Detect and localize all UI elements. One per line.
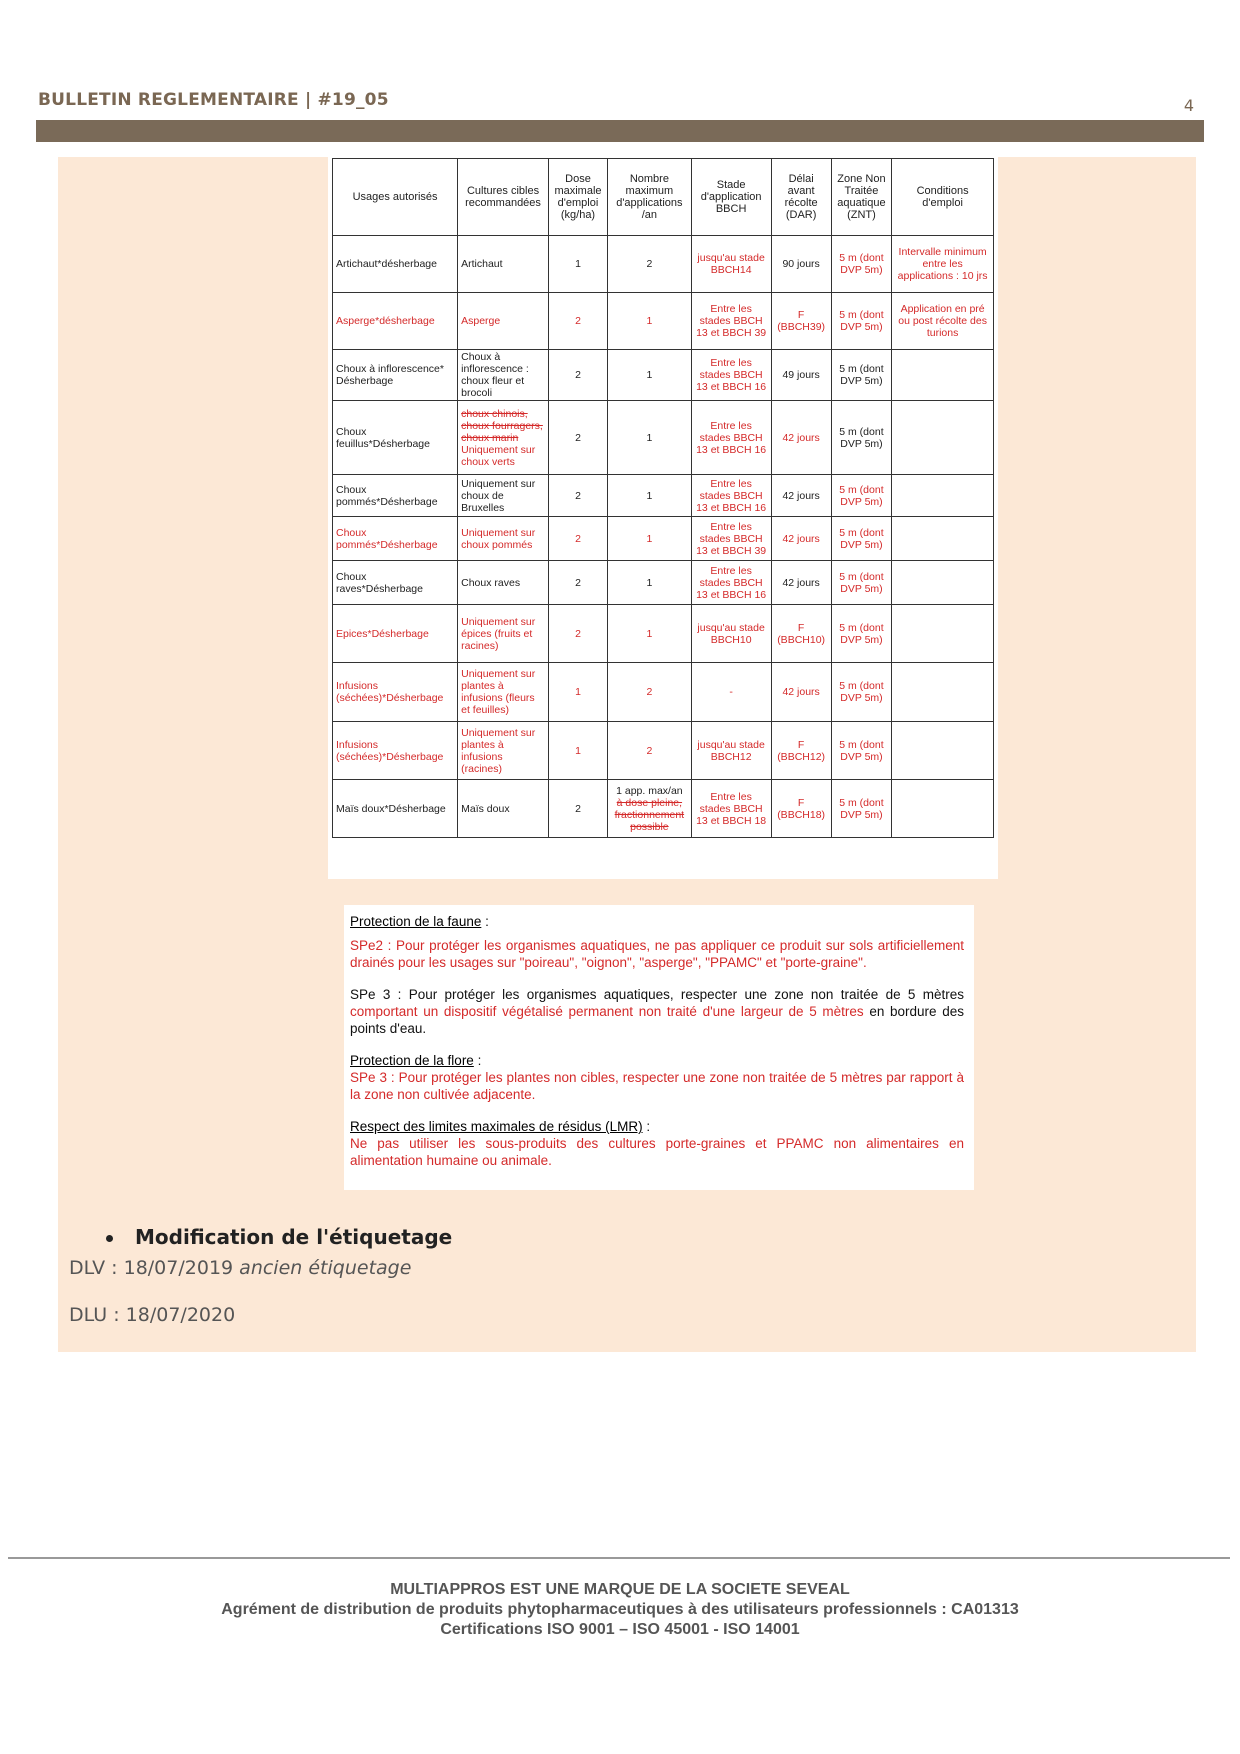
footer-line-1: MULTIAPPROS EST UNE MARQUE DE LA SOCIETE SEVEAL — [390, 1581, 850, 1598]
dlv-line — [69, 1257, 411, 1279]
cell-nombre: 1 — [608, 561, 692, 605]
cell-dar: 90 jours — [771, 236, 831, 293]
cell-znt: 5 m (dont DVP 5m) — [831, 475, 892, 517]
page-number: 4 — [1183, 96, 1194, 115]
cell-culture — [458, 401, 549, 475]
cell-dar: F (BBCH12) — [771, 722, 831, 780]
cell-conditions — [892, 722, 994, 780]
cell-culture: Choux raves — [458, 561, 549, 605]
cell-conditions — [892, 401, 994, 475]
cell-conditions — [892, 780, 994, 838]
cell-znt: 5 m (dont DVP 5m) — [831, 293, 892, 350]
cell-znt: 5 m (dont DVP 5m) — [831, 561, 892, 605]
cell-dar: 42 jours — [771, 475, 831, 517]
spe3-text-c: en bordure des points d'eau. — [350, 1004, 964, 1036]
table-row — [333, 517, 994, 561]
cell-dose: 2 — [548, 293, 607, 350]
col-header-conditions: Conditions d'emploi — [892, 159, 994, 236]
cell-dar: F (BBCH18) — [771, 780, 831, 838]
modification-heading — [106, 1225, 452, 1249]
bulletin-title: BULLETIN REGLEMENTAIRE | #19_05 — [38, 90, 389, 110]
col-header-cultures: Cultures cibles recommandées — [458, 159, 549, 236]
cell-stade: Entre les stades BBCH 13 et BBCH 16 — [691, 401, 771, 475]
cell-dar: F (BBCH10) — [771, 605, 831, 663]
cell-usage: Choux pommés*Désherbage — [333, 475, 458, 517]
spe3-text-a: SPe 3 : Pour protéger les organismes aquatiques, respecter une zone non traitée de 5 mètres — [350, 987, 964, 1002]
col-header-znt: Zone Non Traitée aquatique (ZNT) — [831, 159, 892, 236]
col-header-dose: Dose maximale d'emploi (kg/ha) — [548, 159, 607, 236]
cell-stade: jusqu'au stade BBCH14 — [691, 236, 771, 293]
cell-znt: 5 m (dont DVP 5m) — [831, 780, 892, 838]
cell-dose: 2 — [548, 401, 607, 475]
cell-conditions — [892, 561, 994, 605]
cell-usage: Choux à inflorescence* Désherbage — [333, 350, 458, 401]
cell-stade: jusqu'au stade BBCH12 — [691, 722, 771, 780]
cell-dar: 42 jours — [771, 663, 831, 722]
cell-znt: 5 m (dont DVP 5m) — [831, 663, 892, 722]
cell-dose: 2 — [548, 605, 607, 663]
cell-culture: Uniquement sur épices (fruits et racines) — [458, 605, 549, 663]
protection-box: Protection de la faune : SPe2 : Pour protéger les organismes aquatiques, ne pas appliquer ce produit sur sols artificiellement drainés pour les usages sur "poireau", "oignon", "asperge", "PPAMC" et "porte-graine". SPe 3 : Pour protéger les organismes aquatiques, respecter une zone non traitée de 5 mètres comportant un dispositif végétalisé permanent non traité d'une largeur de 5 mètres en bordure des points d'eau. Protection de la flore : SPe 3 : Pour protéger les plantes non cibles, respecter une zone non traitée de 5 mètres par rapport à la zone non cultivée adjacente. Respect des limites maximales de résidus (LMR) : Ne pas utiliser les sous-produits des cultures porte-graines et PPAMC non alimentaires en alimentation humaine ou animale. — [344, 905, 974, 1190]
table-row — [333, 236, 994, 293]
usages-table-container — [328, 154, 998, 879]
cell-usage: Choux feuillus*Désherbage — [333, 401, 458, 475]
flore-heading: Protection de la flore — [350, 1053, 474, 1068]
cell-nombre: 1 — [608, 293, 692, 350]
table-row — [333, 605, 994, 663]
cell-znt: 5 m (dont DVP 5m) — [831, 517, 892, 561]
cell-nombre: 1 — [608, 605, 692, 663]
cell-nombre: 1 — [608, 350, 692, 401]
table-row — [333, 350, 994, 401]
cell-culture-new: Uniquement sur choux verts — [461, 443, 536, 468]
col-header-dar: Délai avant récolte (DAR) — [771, 159, 831, 236]
cell-culture-struck: choux chinois, choux fourragers, choux marin — [461, 407, 543, 444]
footer-line-3: Certifications ISO 9001 – ISO 45001 - ISO 14001 — [440, 1621, 800, 1638]
cell-nombre: 2 — [608, 236, 692, 293]
cell-dose: 1 — [548, 236, 607, 293]
cell-culture: Asperge — [458, 293, 549, 350]
cell-znt: 5 m (dont DVP 5m) — [831, 605, 892, 663]
cell-culture: Choux à inflorescence : choux fleur et brocoli — [458, 350, 549, 401]
dlv-note: ancien étiquetage — [239, 1257, 412, 1279]
cell-culture: Maïs doux — [458, 780, 549, 838]
cell-dose: 1 — [548, 663, 607, 722]
cell-conditions: Application en pré ou post récolte des turions — [892, 293, 994, 350]
cell-stade: Entre les stades BBCH 13 et BBCH 18 — [691, 780, 771, 838]
spe3-text-b: comportant un dispositif végétalisé permanent non traité d'une largeur de 5 mètres — [350, 1004, 864, 1019]
cell-nombre: 1 — [608, 401, 692, 475]
table-row — [333, 475, 994, 517]
cell-dose: 1 — [548, 722, 607, 780]
cell-dar: F (BBCH39) — [771, 293, 831, 350]
footer-divider — [8, 1557, 1230, 1559]
spe2-text: SPe2 : Pour protéger les organismes aquatiques, ne pas appliquer ce produit sur sols artificiellement drainés pour les usages sur "poireau", "oignon", "asperge", "PPAMC" et "porte-graine". — [350, 938, 964, 970]
header-bar — [36, 120, 1204, 142]
usages-table — [332, 158, 994, 838]
cell-dar: 42 jours — [771, 517, 831, 561]
cell-conditions — [892, 517, 994, 561]
cell-culture: Uniquement sur choux pommés — [458, 517, 549, 561]
cell-dose: 2 — [548, 561, 607, 605]
cell-dose: 2 — [548, 475, 607, 517]
cell-usage: Artichaut*désherbage — [333, 236, 458, 293]
cell-culture: Uniquement sur plantes à infusions (fleurs et feuilles) — [458, 663, 549, 722]
col-header-usages: Usages autorisés — [333, 159, 458, 236]
cell-dar: 49 jours — [771, 350, 831, 401]
table-row — [333, 561, 994, 605]
cell-nombre: 2 — [608, 663, 692, 722]
cell-stade: Entre les stades BBCH 13 et BBCH 39 — [691, 517, 771, 561]
cell-stade: - — [691, 663, 771, 722]
table-row — [333, 780, 994, 838]
cell-nombre-text: 1 app. max/an — [616, 784, 683, 797]
col-header-stade: Stade d'application BBCH — [691, 159, 771, 236]
table-row — [333, 401, 994, 475]
cell-znt: 5 m (dont DVP 5m) — [831, 236, 892, 293]
cell-usage: Epices*Désherbage — [333, 605, 458, 663]
table-row — [333, 722, 994, 780]
faune-heading: Protection de la faune — [350, 914, 482, 929]
cell-stade: Entre les stades BBCH 13 et BBCH 16 — [691, 475, 771, 517]
footer-line-2: Agrément de distribution de produits phytopharmaceutiques à des utilisateurs professionnels : CA01313 — [221, 1601, 1019, 1618]
cell-conditions — [892, 475, 994, 517]
cell-nombre: 1 — [608, 517, 692, 561]
cell-culture: Artichaut — [458, 236, 549, 293]
cell-usage: Choux pommés*Désherbage — [333, 517, 458, 561]
cell-dose: 2 — [548, 780, 607, 838]
cell-dose: 2 — [548, 517, 607, 561]
cell-znt: 5 m (dont DVP 5m) — [831, 350, 892, 401]
cell-dose: 2 — [548, 350, 607, 401]
cell-usage: Maïs doux*Désherbage — [333, 780, 458, 838]
cell-usage: Infusions (séchées)*Désherbage — [333, 722, 458, 780]
table-row — [333, 293, 994, 350]
dlv-label: DLV : 18/07/2019 — [69, 1257, 234, 1279]
cell-znt: 5 m (dont DVP 5m) — [831, 722, 892, 780]
cell-znt: 5 m (dont DVP 5m) — [831, 401, 892, 475]
cell-conditions — [892, 350, 994, 401]
dlu-line: DLU : 18/07/2020 — [69, 1304, 236, 1326]
cell-usage: Choux raves*Désherbage — [333, 561, 458, 605]
cell-usage: Infusions (séchées)*Désherbage — [333, 663, 458, 722]
lmr-text: Ne pas utiliser les sous-produits des cultures porte-graines et PPAMC non alimentaires en alimentation humaine ou animale. — [350, 1136, 964, 1168]
bullet-icon — [106, 1235, 113, 1242]
col-header-nombre: Nombre maximum d'applications /an — [608, 159, 692, 236]
lmr-heading: Respect des limites maximales de résidus (LMR) — [350, 1119, 643, 1134]
cell-stade: Entre les stades BBCH 13 et BBCH 16 — [691, 350, 771, 401]
cell-dar: 42 jours — [771, 401, 831, 475]
cell-stade: Entre les stades BBCH 13 et BBCH 39 — [691, 293, 771, 350]
cell-usage: Asperge*désherbage — [333, 293, 458, 350]
footer — [0, 1580, 1240, 1640]
cell-stade: Entre les stades BBCH 13 et BBCH 16 — [691, 561, 771, 605]
table-row — [333, 663, 994, 722]
spe3-paragraph — [350, 986, 964, 1037]
modification-title: Modification de l'étiquetage — [135, 1225, 453, 1249]
cell-conditions: Intervalle minimum entre les applications : 10 jrs — [892, 236, 994, 293]
cell-stade: jusqu'au stade BBCH10 — [691, 605, 771, 663]
cell-nombre-struck: à dose pleine, fractionnement possible — [614, 796, 685, 833]
flore-text: SPe 3 : Pour protéger les plantes non cibles, respecter une zone non traitée de 5 mètres par rapport à la zone non cultivée adjacente. — [350, 1070, 964, 1102]
cell-culture: Uniquement sur choux de Bruxelles — [458, 475, 549, 517]
cell-nombre — [608, 780, 692, 838]
cell-nombre: 1 — [608, 475, 692, 517]
cell-nombre: 2 — [608, 722, 692, 780]
cell-culture: Uniquement sur plantes à infusions (racines) — [458, 722, 549, 780]
cell-dar: 42 jours — [771, 561, 831, 605]
cell-conditions — [892, 605, 994, 663]
cell-conditions — [892, 663, 994, 722]
